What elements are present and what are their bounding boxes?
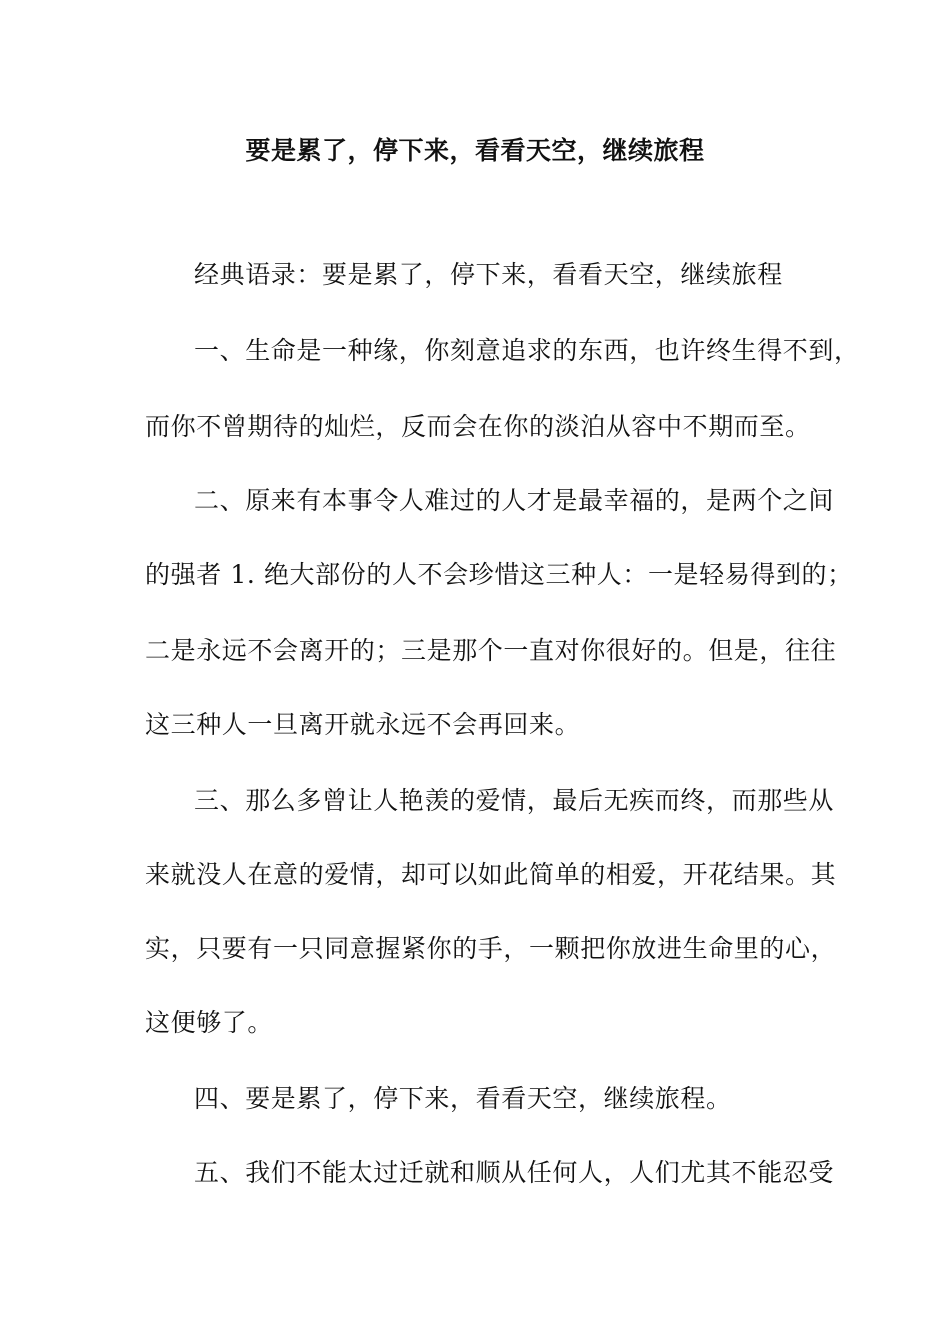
paragraph-line: 这三种人一旦离开就永远不会再回来。	[145, 710, 581, 739]
paragraph-line: 来就没人在意的爱情，却可以如此简单的相爱，开花结果。其	[145, 860, 837, 889]
paragraph-line: 四、要是累了，停下来，看看天空，继续旅程。	[194, 1084, 732, 1113]
paragraph-line: 一、生命是一种缘，你刻意追求的东西，也许终生得不到，	[194, 336, 860, 365]
paragraph-line: 的强者 1. 绝大部份的人不会珍惜这三种人：一是轻易得到的；	[145, 560, 853, 589]
paragraph-line: 经典语录：要是累了，停下来，看看天空，继续旅程	[194, 260, 783, 289]
paragraph-line: 三、那么多曾让人艳羡的爱情，最后无疾而终，而那些从	[194, 786, 835, 815]
paragraph-line: 二是永远不会离开的；三是那个一直对你很好的。但是，往往	[145, 636, 837, 665]
paragraph-line: 实，只要有一只同意握紧你的手，一颗把你放进生命里的心，	[145, 934, 837, 963]
paragraph-line: 这便够了。	[145, 1008, 274, 1037]
paragraph-line: 二、原来有本事令人难过的人才是最幸福的，是两个之间	[194, 486, 835, 515]
paragraph-line: 五、我们不能太过迁就和顺从任何人，人们尤其不能忍受	[194, 1158, 835, 1187]
document-title: 要是累了，停下来，看看天空，继续旅程	[245, 136, 705, 165]
paragraph-line: 而你不曾期待的灿烂，反而会在你的淡泊从容中不期而至。	[145, 412, 811, 441]
